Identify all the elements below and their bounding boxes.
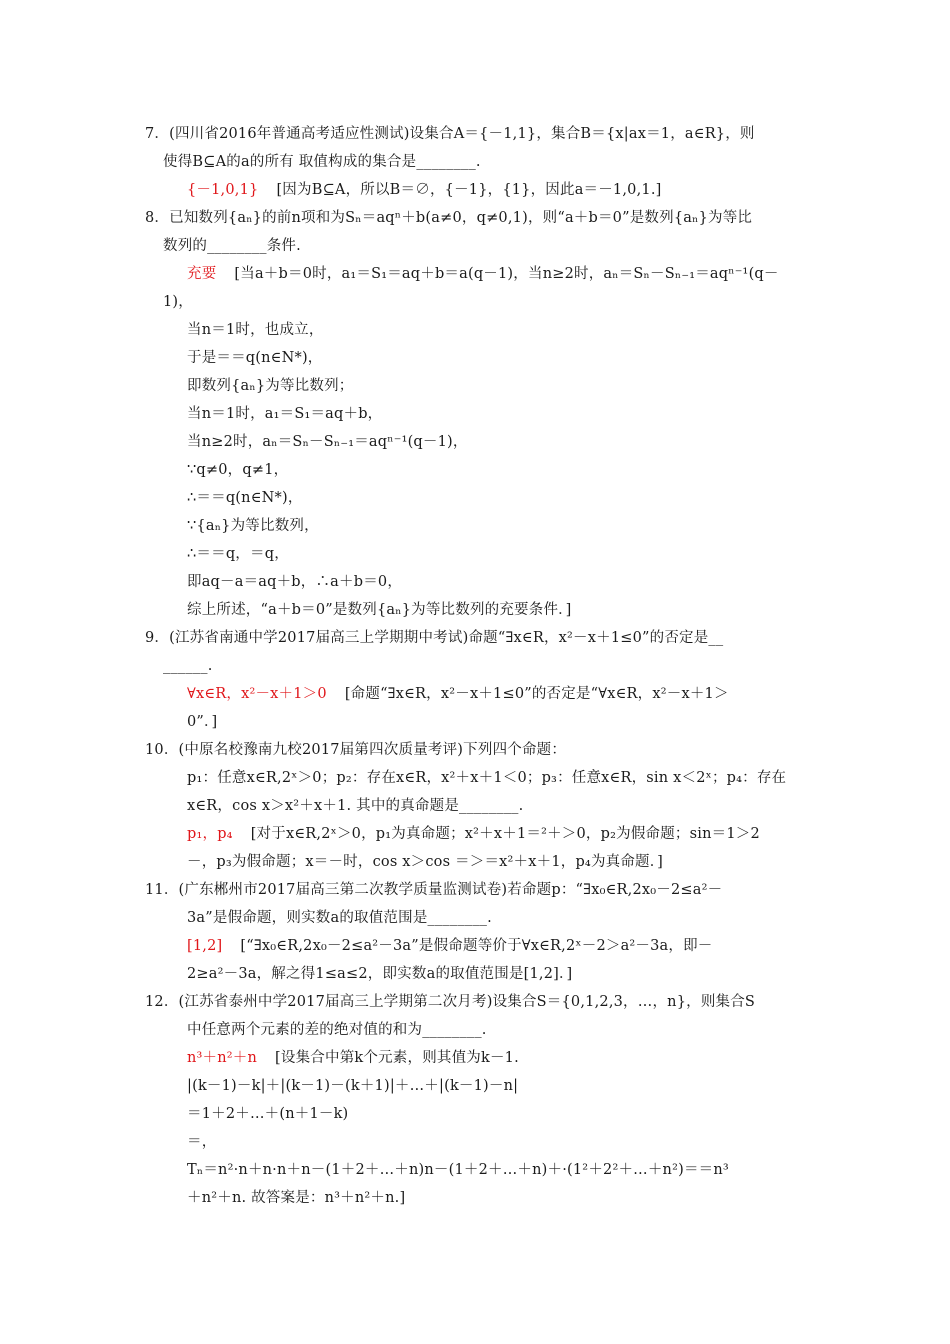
text-line-l31 <box>187 964 572 984</box>
text-line-l03 <box>187 180 662 200</box>
text-line-l16 <box>187 544 289 564</box>
body-text: 即数列{aₙ}为等比数列； <box>187 378 354 394</box>
body-text: 1)， <box>163 294 193 310</box>
text-line-l28 <box>145 880 722 900</box>
body-text: ______. <box>163 658 213 674</box>
text-line-l17 <box>187 572 402 592</box>
text-line-l38 <box>187 1160 729 1180</box>
body-text: p₁：任意x∈R,2ˣ＞0；p₂：存在x∈R，x²＋x＋1＜0；p₃：任意x∈R，sin x＜2ˣ；p₄：存在 <box>187 770 787 786</box>
text-line-l09 <box>187 348 323 368</box>
body-text: ＝1＋2＋…＋(n＋1－k) <box>187 1106 349 1122</box>
text-line-l33 <box>187 1020 487 1040</box>
body-text: [当a＋b＝0时，a₁＝S₁＝aq＋b＝a(q－1)，当n≥2时，aₙ＝Sₙ－Sₙ₋₁＝aqⁿ⁻¹(q－ <box>234 266 779 282</box>
body-text: 使得B⊆A的a的所有 取值构成的集合是________. <box>163 154 481 170</box>
text-line-l24 <box>187 768 786 788</box>
body-text: ∵q≠0，q≠1， <box>187 462 289 478</box>
body-text: 8．已知数列{aₙ}的前n项和为Sₙ＝aqⁿ＋b(a≠0，q≠0,1)，则“a＋b＝0”是数列{aₙ}为等比 <box>145 210 753 226</box>
body-text: ∵{aₙ}为等比数列， <box>187 518 319 534</box>
text-line-l29 <box>187 908 492 928</box>
body-text: －，p₃为假命题；x＝－时，cos x＞cos ＝＞＝x²＋x＋1，p₄为真命题．] <box>187 854 664 870</box>
text-line-l02 <box>163 152 481 172</box>
text-line-l10 <box>187 376 353 396</box>
text-line-l13 <box>187 460 288 480</box>
text-line-l19 <box>145 628 723 648</box>
text-line-l32 <box>145 992 755 1012</box>
body-text: ∴＝＝q，＝q， <box>187 546 289 562</box>
body-text: 中任意两个元素的差的绝对值的和为________. <box>187 1022 487 1038</box>
body-text: 11．(广东郴州市2017届高三第二次教学质量监测试卷)若命题p：“∃x₀∈R,2x₀－2≤a²－ <box>145 882 723 898</box>
body-text: [因为B⊆A，所以B＝∅，{－1}，{1}，因此a＝－1,0,1.] <box>276 182 662 198</box>
text-line-l12 <box>187 432 468 452</box>
body-text: 0”．] <box>187 714 218 730</box>
body-text: 于是＝＝q(n∈N*)， <box>187 350 323 366</box>
body-text: [设集合中第k个元素，则其值为k－1. <box>275 1050 519 1066</box>
body-text: 当n＝1时，a₁＝S₁＝aq＋b， <box>187 406 383 422</box>
body-text: 9．(江苏省南通中学2017届高三上学期期中考试)命题“∃x∈R，x²－x＋1≤0”的否定是__ <box>145 630 724 646</box>
text-line-l20 <box>163 656 213 676</box>
text-line-l08 <box>187 320 324 340</box>
answer-text: [1,2] <box>187 938 223 954</box>
text-line-l07 <box>163 292 193 312</box>
text-line-l37 <box>187 1132 216 1152</box>
body-text: x∈R，cos x＞x²＋x＋1. 其中的真命题是________. <box>187 798 524 814</box>
text-line-l06 <box>187 264 779 284</box>
text-line-l15 <box>187 516 319 536</box>
text-line-l01 <box>145 124 755 144</box>
text-line-l23 <box>145 740 566 760</box>
body-text: 当n＝1时，也成立， <box>187 322 324 338</box>
body-text: 数列的________条件. <box>163 238 301 254</box>
answer-text: {－1,0,1} <box>187 182 259 198</box>
text-line-l26 <box>187 824 760 844</box>
body-text: 综上所述，“a＋b＝0”是数列{aₙ}为等比数列的充要条件．] <box>187 602 572 618</box>
body-text: 3a”是假命题，则实数a的取值范围是________. <box>187 910 492 926</box>
text-line-l25 <box>187 796 523 816</box>
body-text: Tₙ＝n²·n＋n·n＋n－(1＋2＋…＋n)n－(1＋2＋…＋n)＋·(1²＋2²＋…＋n²)＝＝n³ <box>187 1162 729 1178</box>
body-text: ＋n²＋n. 故答案是：n³＋n²＋n.] <box>187 1190 406 1206</box>
text-line-l11 <box>187 404 382 424</box>
body-text: 10．(中原名校豫南九校2017届第四次质量考评)下列四个命题： <box>145 742 567 758</box>
text-line-l27 <box>187 852 663 872</box>
body-text: ∴＝＝q(n∈N*)， <box>187 490 303 506</box>
answer-text: p₁，p₄ <box>187 826 233 842</box>
body-text: 12．(江苏省泰州中学2017届高三上学期第二次月考)设集合S＝{0,1,2,3，…，n}，则集合S <box>145 994 756 1010</box>
body-text: 7．(四川省2016年普通高考适应性测试)设集合A＝{－1,1}，集合B＝{x|ax＝1，a∈R}，则 <box>145 126 755 142</box>
text-line-l39 <box>187 1188 405 1208</box>
text-line-l21 <box>187 684 729 704</box>
text-line-l30 <box>187 936 713 956</box>
body-text: 当n≥2时，aₙ＝Sₙ－Sₙ₋₁＝aqⁿ⁻¹(q－1)， <box>187 434 468 450</box>
text-line-l05 <box>163 236 301 256</box>
body-text: 即aq－a＝aq＋b，∴a＋b＝0， <box>187 574 403 590</box>
answer-text: ∀x∈R，x²－x＋1＞0 <box>187 686 327 702</box>
text-line-l36 <box>187 1104 348 1124</box>
body-text: [“∃x₀∈R,2x₀－2≤a²－3a”是假命题等价于∀x∈R,2ˣ－2＞a²－3a，即－ <box>240 938 713 954</box>
text-line-l04 <box>145 208 752 228</box>
body-text: [命题“∃x∈R，x²－x＋1≤0”的否定是“∀x∈R，x²－x＋1＞ <box>344 686 729 702</box>
body-text: |(k－1)－k|＋|(k－1)－(k＋1)|＋…＋|(k－1)－n| <box>187 1078 519 1094</box>
text-line-l14 <box>187 488 303 508</box>
answer-text: 充要 <box>187 266 217 282</box>
body-text: ＝， <box>187 1134 217 1150</box>
text-line-l22 <box>187 712 217 732</box>
text-line-l34 <box>187 1048 519 1068</box>
text-line-l35 <box>187 1076 518 1096</box>
body-text: [对于x∈R,2ˣ＞0，p₁为真命题；x²＋x＋1＝²＋＞0，p₂为假命题；sin＝1＞2 <box>250 826 760 842</box>
answer-text: n³＋n²＋n <box>187 1050 258 1066</box>
body-text: 2≥a²－3a，解之得1≤a≤2，即实数a的取值范围是[1,2]．] <box>187 966 573 982</box>
text-line-l18 <box>187 600 571 620</box>
